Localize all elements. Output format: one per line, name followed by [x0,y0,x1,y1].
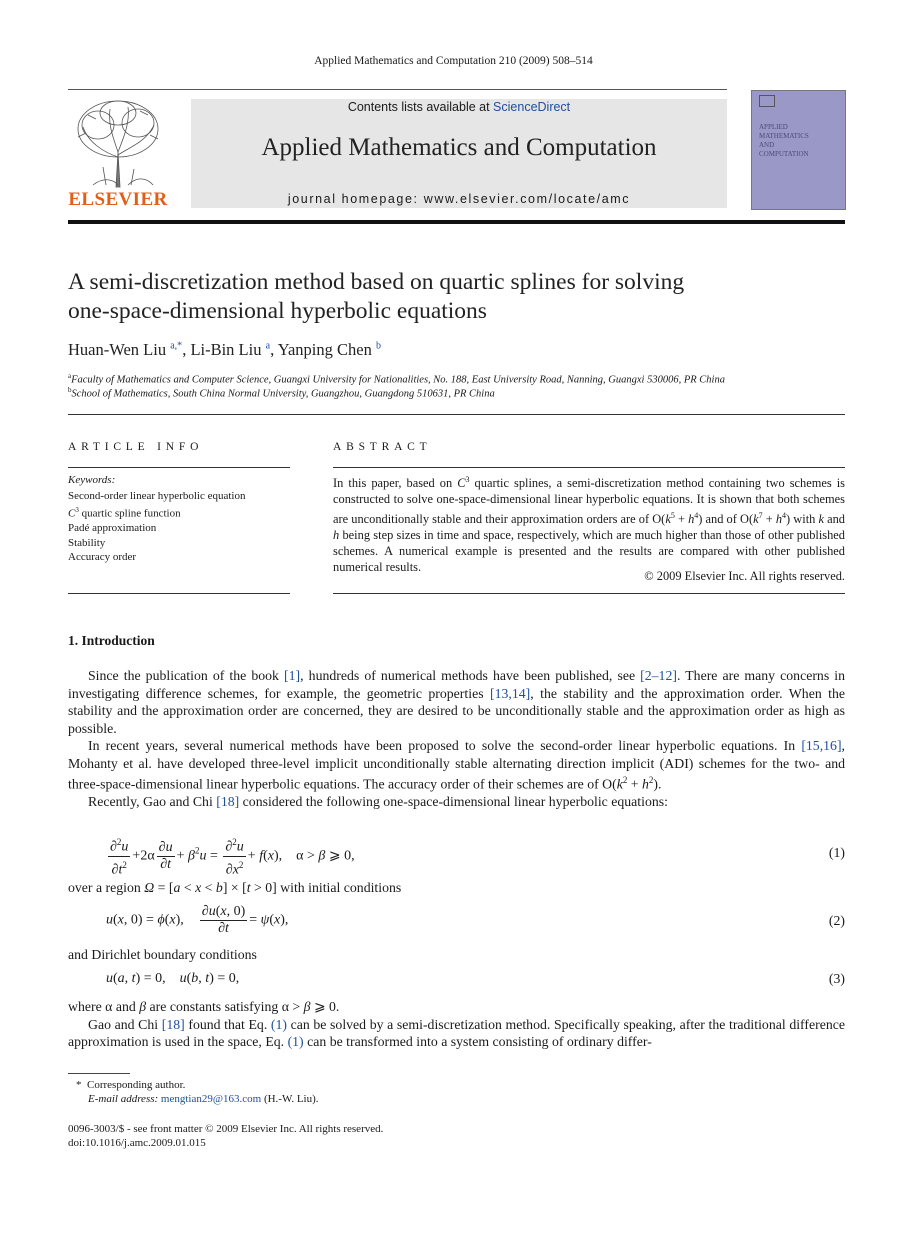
cover-title-line: APPLIED [759,123,788,131]
paragraph: where α and β are constants satisfying α > β ⩾ 0. Gao and Chi [18] found that Eq. (1) can be solved by a semi-discretization method. Specifically speaking, after the traditional difference approximation is used in the space, Eq. (1) can be transformed into a system consisting of ordinary differ- [68,999,845,1049]
footnote-email: E-mail address: mengtian29@163.com (H.-W. Liu). [88,1093,319,1105]
affiliation: $^b$School of Mathematics, South China Normal University, Guangzhou, Guangdong 510631, PR China [68,386,495,400]
divider [68,467,290,468]
equation-link[interactable]: (1) [287,1034,304,1049]
footnote-rule [68,1073,130,1074]
author-list: Huan-Wen Liu $^{a,*}$, Li-Bin Liu $^a$, Yanping Chen $^b$ [68,340,381,359]
keyword-list [68,489,245,565]
divider [333,467,845,468]
article-info-heading: ARTICLE INFO [68,441,204,453]
citation-link[interactable]: [13,14] [490,685,531,701]
citation-link[interactable]: [1] [284,668,301,683]
journal-homepage: journal homepage: www.elsevier.com/locate/amc [287,192,631,206]
header-thick-rule [68,220,845,224]
article-title: A semi-discretization method based on quartic splines for solving one-space-dimensional hyperbolic equations [68,269,685,324]
doi-line[interactable]: doi:10.1016/j.amc.2009.01.015 [68,1137,206,1149]
section-heading: 1. Introduction [68,633,155,648]
cover-title-line: AND [759,141,775,149]
abstract-text: In this paper, based on $C^3$ quartic splines, a semi-discretization method containing two schemes is constructed to solve one-space-dimensional linear hyperbolic equations. It is shown that both schemes are unconditionally stable and their approximation orders are of $O(k^5 + h^4)$ and of $O(k^7 + h^4)$ with k and h being step sizes in time and space, respectively, which are much higher than those of other published schemes. A numerical example is presented and the results are compared with other published numerical results. [333,475,845,575]
keyword-item: Second-order linear hyperbolic equation [68,490,246,502]
author-affiliation-link[interactable]: a [265,340,271,352]
keyword-item: Stability [68,536,106,549]
homepage-link[interactable]: www.elsevier.com/locate/amc [423,192,631,206]
author-affiliation-link[interactable]: b [375,340,381,352]
paragraph: Since the publication of the book [1], hundreds of numerical methods have been published, see [2–12]. There are many concerns in investigating difference schemes, for example, the geometric properties [13,14], the stability and the approximation order. When the stability and the approximation order are concerned, they are desired to be unconditionally stable and the approximation order as high as possible. In recent years, several numerical methods have been proposed to solve the second-order linear hyperbolic equations. In [15,16], Mohanty et al. have developed three-level implicit unconditionally stable alternating direction implicit (ADI) schemes for the two- and three-space-dimensional linear hyperbolic equations. The accuracy order of their schemes are of $O(k^2 + h^2)$. Recently, Gao and Chi [18] considered the following one-space-dimensional linear hyperbolic equations: [68,668,846,810]
citation-link[interactable]: [18] [216,794,240,810]
equation-link[interactable]: (1) [270,1016,287,1032]
paragraph: and Dirichlet boundary conditions [68,947,257,962]
keyword-item: $C^3$ quartic spline function [68,506,181,521]
email-link[interactable]: mengtian29@163.com [160,1093,262,1105]
divider [333,593,845,594]
abstract-heading: ABSTRACT [333,441,432,453]
cover-title-line: COMPUTATION [759,150,809,158]
divider [68,414,845,415]
citation-link[interactable]: [2–12] [640,668,677,683]
keywords-label: Keywords: [68,474,116,486]
equation-3: u(a, t) = 0, u(b, t) = 0, [106,971,240,986]
footnote-corresponding: * Corresponding author. [76,1079,186,1091]
keyword-item: Padé approximation [68,522,157,535]
copyright-notice: © 2009 Elsevier Inc. All rights reserved. [644,569,845,583]
author-name: Huan-Wen Liu [68,340,167,359]
issn-line: 0096-3003/$ - see front matter © 2009 Elsevier Inc. All rights reserved. [68,1123,384,1135]
author-name: Yanping Chen [277,340,372,359]
equation-1: $\frac{\partial^2u}{\partial t^2}$ +2α $\frac{\partial u}{\partial t}$ + $\beta^2u$ = $\frac{\partial^2u}{\partial x^2}$ + f(x), α > β ⩾ 0, [106,834,355,878]
equation-2: u(x, 0) = ϕ(x), $\frac{\partial u(x, 0)}{\partial t}$ = ψ(x), [106,904,289,936]
equation-number: (3) [828,971,845,986]
journal-title: Applied Mathematics and Computation [261,134,657,161]
keyword-item: Accuracy order [68,551,137,564]
affiliation: $^a$Faculty of Mathematics and Computer Science, Guangxi University for Nationalities, No. 188, East University Road, Nanning, Guangxi 530006, PR China [68,372,725,386]
author-affiliation-link[interactable]: a,* [170,340,183,352]
journal-cover-image [751,90,846,210]
header-top-rule [68,89,727,90]
equation-number: (1) [828,845,845,860]
equation-number: (2) [828,913,845,928]
citation-link[interactable]: [18] [161,1016,185,1032]
publisher-logo: ELSEVIER [68,189,168,210]
sciencedirect-link[interactable]: ScienceDirect [493,100,571,114]
divider [68,593,290,594]
citation-link[interactable]: [15,16] [801,738,842,753]
cover-logo-icon [759,95,775,107]
author-name: Li-Bin Liu [190,340,262,359]
contents-line: Contents lists available at ScienceDirect [347,100,571,114]
paragraph: over a region Ω = [a < x < b] × [t > 0] with initial conditions [68,880,402,895]
cover-title-line: MATHEMATICS [759,132,809,140]
journal-reference: Applied Mathematics and Computation 210 (2009) 508–514 [314,55,593,67]
